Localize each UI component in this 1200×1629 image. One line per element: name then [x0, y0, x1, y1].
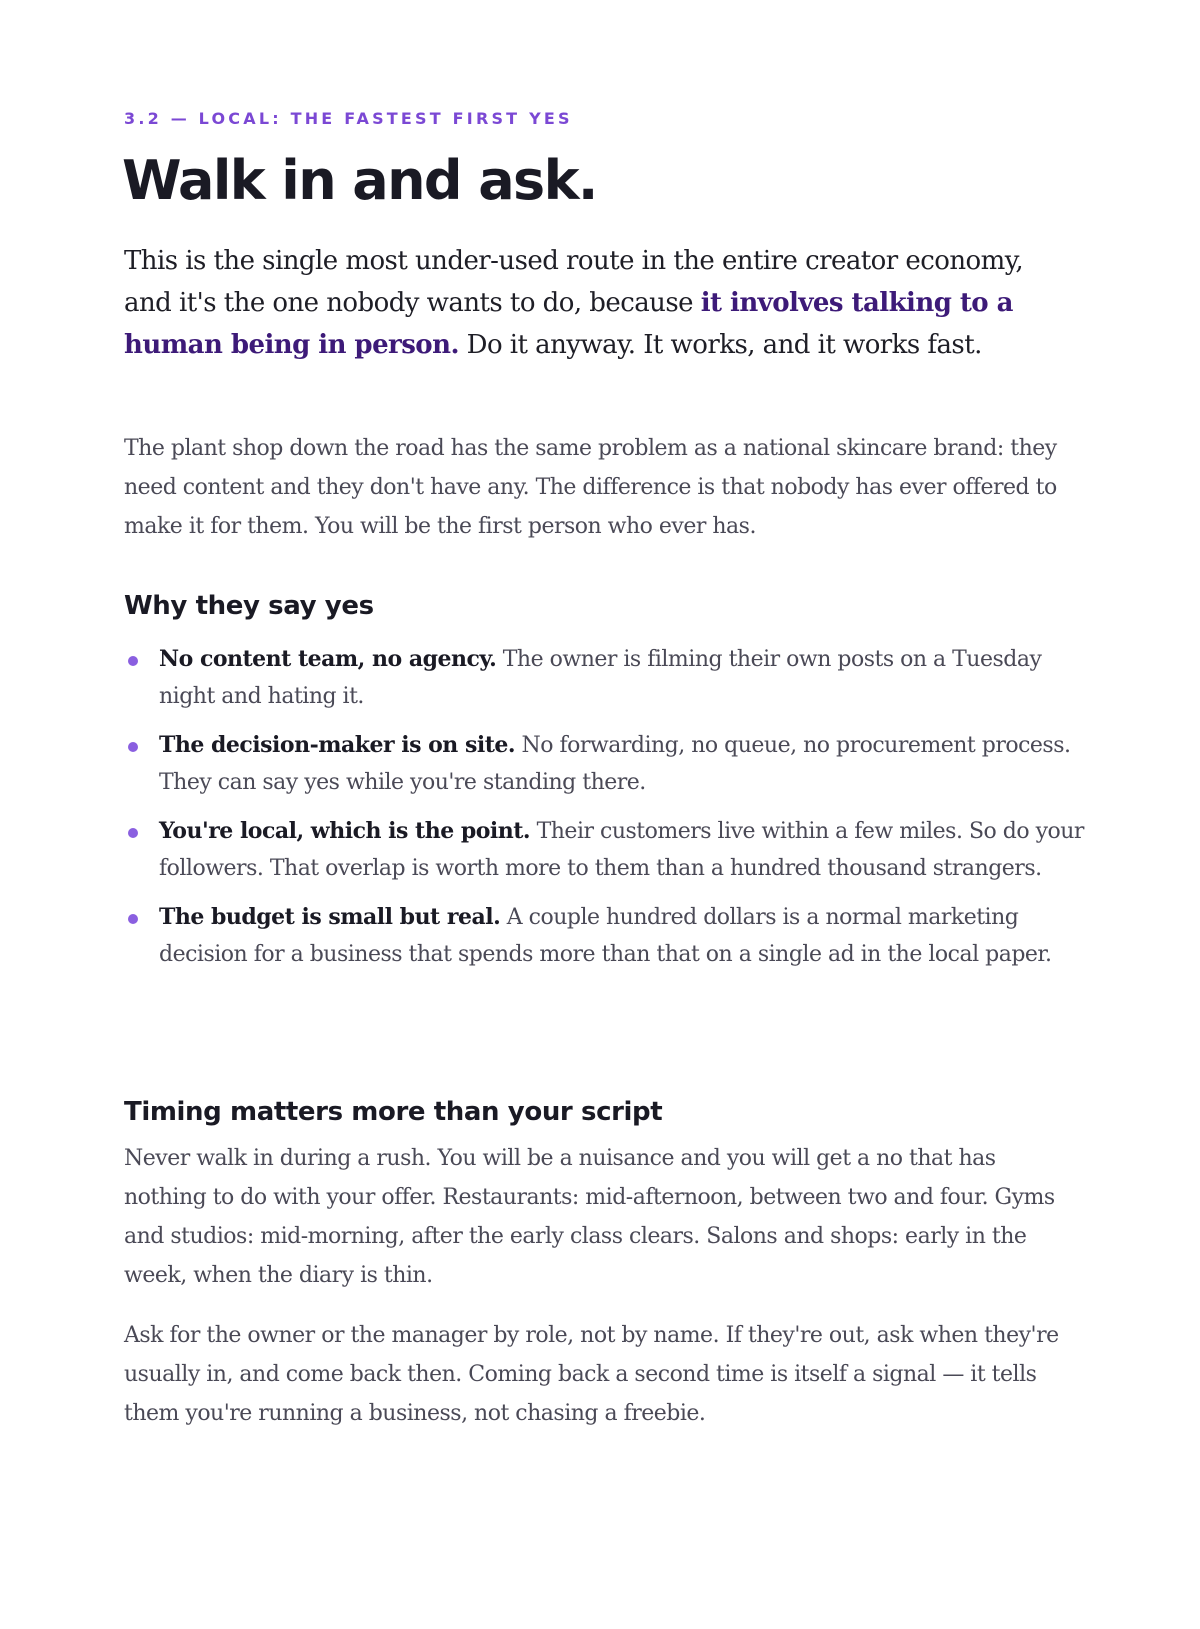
list-item — [124, 727, 1084, 801]
list-item-lead: The decision-maker is on site. — [159, 732, 516, 758]
lede-text-after: Do it anyway. It works, and it works fast. — [458, 330, 982, 360]
bullet-dot-icon — [128, 914, 138, 924]
list-item-text: No forwarding, no queue, no procurement process. They can say yes while you're standing there. — [159, 733, 1071, 795]
lede-paragraph — [124, 240, 1034, 366]
list-item-text: Their customers live within a few miles. So do your followers. That overlap is worth more to them than a hundred thousand strangers. — [159, 819, 1084, 881]
bullet-dot-icon — [128, 828, 138, 838]
timing-paragraph-2: Ask for the owner or the manager by role, not by name. If they're out, ask when they're usually in, and come back then. Coming back a second time is itself a signal — it tells them you're running a business, not chasing a freebie. — [124, 1323, 1059, 1426]
section-eyebrow: 3.2 — LOCAL: THE FASTEST FIRST YES — [124, 109, 573, 128]
bullet-dot-icon — [128, 656, 138, 666]
timing-heading: Timing matters more than your script — [124, 1097, 663, 1127]
list-item — [124, 641, 1084, 715]
why-heading: Why they say yes — [124, 591, 374, 621]
bullet-dot-icon — [128, 742, 138, 752]
intro-paragraph: The plant shop down the road has the same problem as a national skincare brand: they need content and they don't have any. The difference is that nobody has ever offered to make it for them. You will be the first person who ever has. — [124, 436, 1057, 539]
list-item-text: A couple hundred dollars is a normal marketing decision for a business that spends more than that on a single ad in the local paper. — [159, 905, 1052, 967]
list-item-lead: You're local, which is the point. — [159, 818, 531, 844]
timing-paragraph-1: Never walk in during a rush. You will be a nuisance and you will get a no that has nothing to do with your offer. Restaurants: mid-afternoon, between two and four. Gyms and studios: mid-morning, after the early class clears. Salons and shops: early in the week, when the diary is thin. — [124, 1146, 1055, 1288]
lede-text-before: This is the single most under-used route in the entire creator economy, and it's the one nobody wants to do, because — [124, 246, 1024, 318]
list-item-text: The owner is filming their own posts on a Tuesday night and hating it. — [159, 647, 1042, 709]
list-item-lead: No content team, no agency. — [159, 646, 497, 672]
reasons-list — [124, 641, 1084, 985]
list-item — [124, 813, 1084, 887]
list-item — [124, 899, 1084, 973]
lede-highlight: it involves talking to a human being in person. — [124, 288, 1013, 360]
page-title: Walk in and ask. — [122, 149, 597, 212]
list-item-lead: The budget is small but real. — [159, 904, 501, 930]
